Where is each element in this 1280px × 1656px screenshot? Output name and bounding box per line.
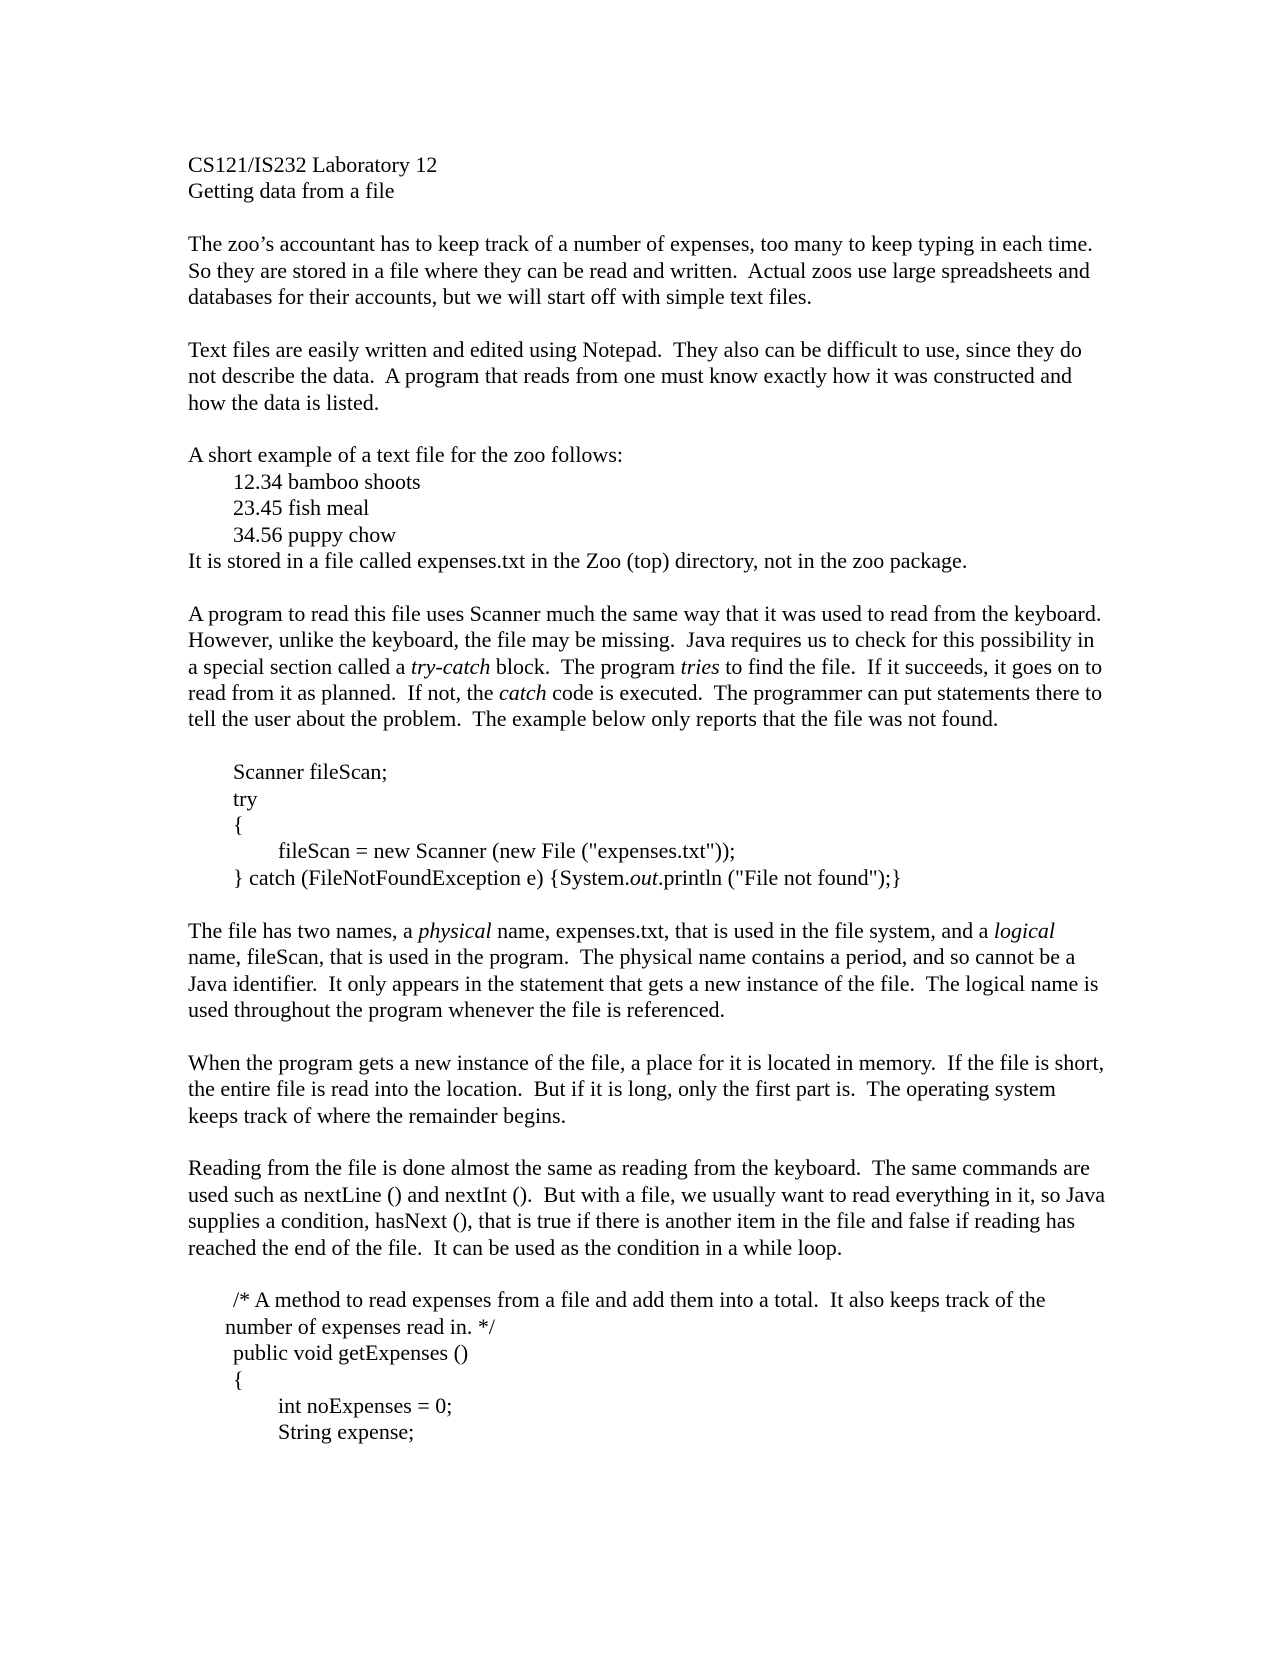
code-line: try bbox=[233, 785, 258, 811]
example-line: 23.45 fish meal bbox=[233, 495, 370, 521]
code-line: fileScan = new Scanner (new File ("expenses.txt")); bbox=[278, 838, 736, 864]
document-subtitle: Getting data from a file bbox=[188, 178, 395, 204]
code-line: { bbox=[233, 812, 244, 838]
code-line: { bbox=[233, 1366, 244, 1392]
emphasis-catch: catch bbox=[498, 680, 547, 706]
paragraph-file-names: The file has two names, a physical name, expenses.txt, that is used in the file system, and a logical name, fileScan, that is used in the program. The physical name contains a period, and so cannot be a Java identifier. It only appears in the statement that gets a new instance of the file. The logical name is used throughout the program whenever the file is referenced. bbox=[188, 917, 1104, 1022]
emphasis-tries: tries bbox=[680, 653, 720, 679]
code-line: Scanner fileScan; bbox=[233, 759, 388, 785]
paragraph-reading: Reading from the file is done almost the same as reading from the keyboard. The same commands are used such as nextLine () and nextInt (). But with a file, we usually want to read everything in it, so Java supplies a condition, hasNext (), that is true if there is another item in the file and false if reading has reached the end of the file. It can be used as the condition in a while loop. bbox=[188, 1155, 1111, 1260]
code-line: public void getExpenses () bbox=[233, 1340, 469, 1366]
paragraph-text-files: Text files are easily written and edited using Notepad. They also can be difficult to use, since they do not describe the data. A program that reads from one must know exactly how it was constructed and how the data is listed. bbox=[188, 336, 1088, 415]
document-title: CS121/IS232 Laboratory 12 bbox=[188, 152, 438, 177]
emphasis-physical: physical bbox=[418, 917, 492, 943]
example-location-note: It is stored in a file called expenses.txt in the Zoo (top) directory, not in the zoo package. bbox=[188, 548, 968, 574]
code-comment: /* A method to read expenses from a file and add them into a total. It also keeps track of the number of expenses read in. */ bbox=[225, 1287, 1052, 1339]
example-line: 34.56 puppy chow bbox=[233, 521, 397, 547]
emphasis-logical: logical bbox=[993, 917, 1055, 943]
document-page bbox=[188, 152, 1113, 1446]
example-intro: A short example of a text file for the zoo follows: bbox=[188, 442, 623, 468]
example-file-section bbox=[188, 442, 1108, 574]
code-line: String expense; bbox=[278, 1419, 415, 1445]
emphasis-try-catch: try-catch bbox=[410, 653, 491, 679]
code-block-get-expenses bbox=[188, 1287, 1108, 1445]
code-block-try-catch bbox=[188, 759, 1108, 891]
example-line: 12.34 bamboo shoots bbox=[233, 468, 421, 494]
paragraph-intro: The zoo’s accountant has to keep track of a number of expenses, too many to keep typing in each time. So they are stored in a file where they can be read and written. Actual zoos use large spreadsheets and databases for their accounts, but we will start off with simple text files. bbox=[188, 231, 1104, 310]
code-line: } catch (FileNotFoundException e) {System.out.println ("File not found");} bbox=[233, 864, 902, 890]
code-line: int noExpenses = 0; bbox=[278, 1392, 453, 1418]
paragraph-try-catch: A program to read this file uses Scanner much the same way that it was used to read from the keyboard. However, unlike the keyboard, the file may be missing. Java requires us to check for this possibility in a special section called a try-catch block. The program tries to find the file. If it succeeds, it goes on to read from it as planned. If not, the catch code is executed. The programmer can put statements there to tell the user about the problem. The example below only reports that the file was not found. bbox=[188, 600, 1113, 732]
paragraph-memory: When the program gets a new instance of the file, a place for it is located in memory. If the file is short, the entire file is read into the location. But if it is long, only the first part is. The operating system keeps track of where the remainder begins. bbox=[188, 1049, 1110, 1128]
